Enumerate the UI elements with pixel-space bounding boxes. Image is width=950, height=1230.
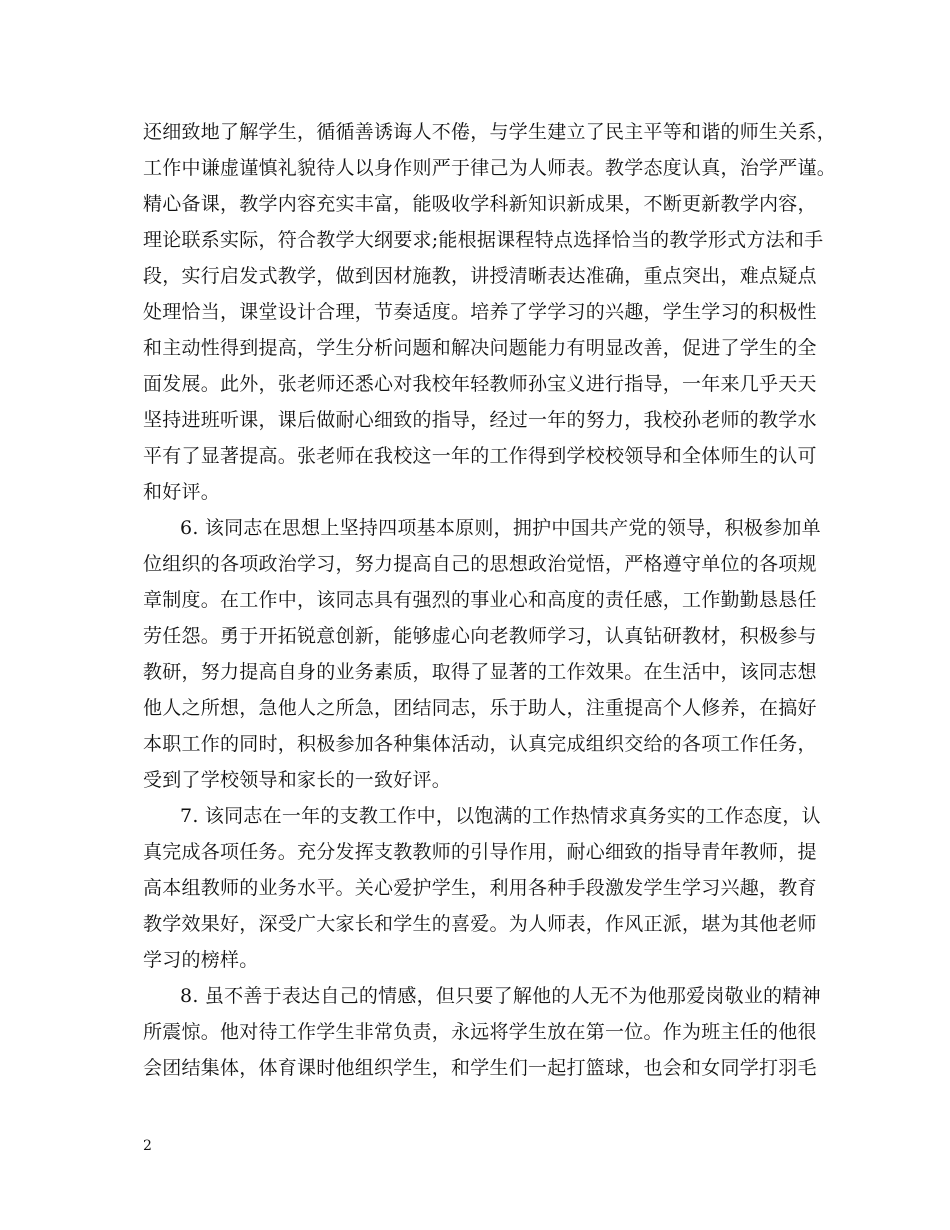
text-line: 教研，努力提高自身的业务素质，取得了显著的工作效果。在生活中，该同志想 [143,661,817,683]
text-line: 高本组教师的业务水平。关心爱护学生，利用各种手段激发学生学习兴趣，教育 [143,877,817,899]
text-line: 受到了学校领导和家长的一致好评。 [143,769,452,791]
text-line: 坚持进班听课，课后做耐心细致的指导，经过一年的努力，我校孙老师的教学水 [143,409,817,431]
page-number: 2 [143,1138,152,1154]
text-line: 精心备课，教学内容充实丰富，能吸收学科新知识新成果，不断更新教学内容， [143,193,817,215]
text-line: 章制度。在工作中，该同志具有强烈的事业心和高度的责任感，工作勤勤恳恳任 [143,589,817,611]
text-line: 平有了显著提高。张老师在我校这一年的工作得到学校校领导和全体师生的认可 [143,445,817,467]
numbered-paragraph-start: 7. 该同志在一年的支教工作中，以饱满的工作热情求真务实的工作态度，认 [180,805,821,827]
text-line: 他人之所想，急他人之所急，团结同志，乐于助人，注重提高个人修养，在搞好 [143,697,817,719]
text-line: 和好评。 [143,481,221,503]
numbered-paragraph-start: 6. 该同志在思想上坚持四项基本原则，拥护中国共产党的领导，积极参加单 [180,517,821,539]
text-line: 还细致地了解学生，循循善诱诲人不倦，与学生建立了民主平等和谐的师生关系， [143,121,837,143]
text-line: 学习的榜样。 [143,949,259,971]
text-line: 理论联系实际，符合教学大纲要求;能根据课程特点选择恰当的教学形式方法和手 [143,229,824,251]
text-line: 段，实行启发式教学，做到因材施教，讲授清晰表达准确，重点突出，难点疑点 [143,265,817,287]
text-line: 工作中谦虚谨慎礼貌待人以身作则严于律己为人师表。教学态度认真，治学严谨。 [143,157,837,179]
text-line: 会团结集体，体育课时他组织学生，和学生们一起打篮球，也会和女同学打羽毛 [143,1057,817,1079]
numbered-paragraph-start: 8. 虽不善于表达自己的情感，但只要了解他的人无不为他那爱岗敬业的精神 [180,985,821,1007]
text-line: 处理恰当，课堂设计合理，节奏适度。培养了学学习的兴趣，学生学习的积极性 [143,301,817,323]
text-line: 劳任怨。勇于开拓锐意创新，能够虚心向老教师学习，认真钻研教材，积极参与 [143,625,817,647]
text-line: 和主动性得到提高，学生分析问题和解决问题能力有明显改善，促进了学生的全 [143,337,817,359]
text-line: 本职工作的同时，积极参加各种集体活动，认真完成组织交给的各项工作任务， [143,733,817,755]
text-line: 位组织的各项政治学习，努力提高自己的思想政治觉悟，严格遵守单位的各项规 [143,553,817,575]
text-line: 教学效果好，深受广大家长和学生的喜爱。为人师表，作风正派，堪为其他老师 [143,913,817,935]
text-line: 面发展。此外，张老师还悉心对我校年轻教师孙宝义进行指导，一年来几乎天天 [143,373,817,395]
text-line: 真完成各项任务。充分发挥支教教师的引导作用，耐心细致的指导青年教师，提 [143,841,817,863]
text-line: 所震惊。他对待工作学生非常负责，永远将学生放在第一位。作为班主任的他很 [143,1021,817,1043]
